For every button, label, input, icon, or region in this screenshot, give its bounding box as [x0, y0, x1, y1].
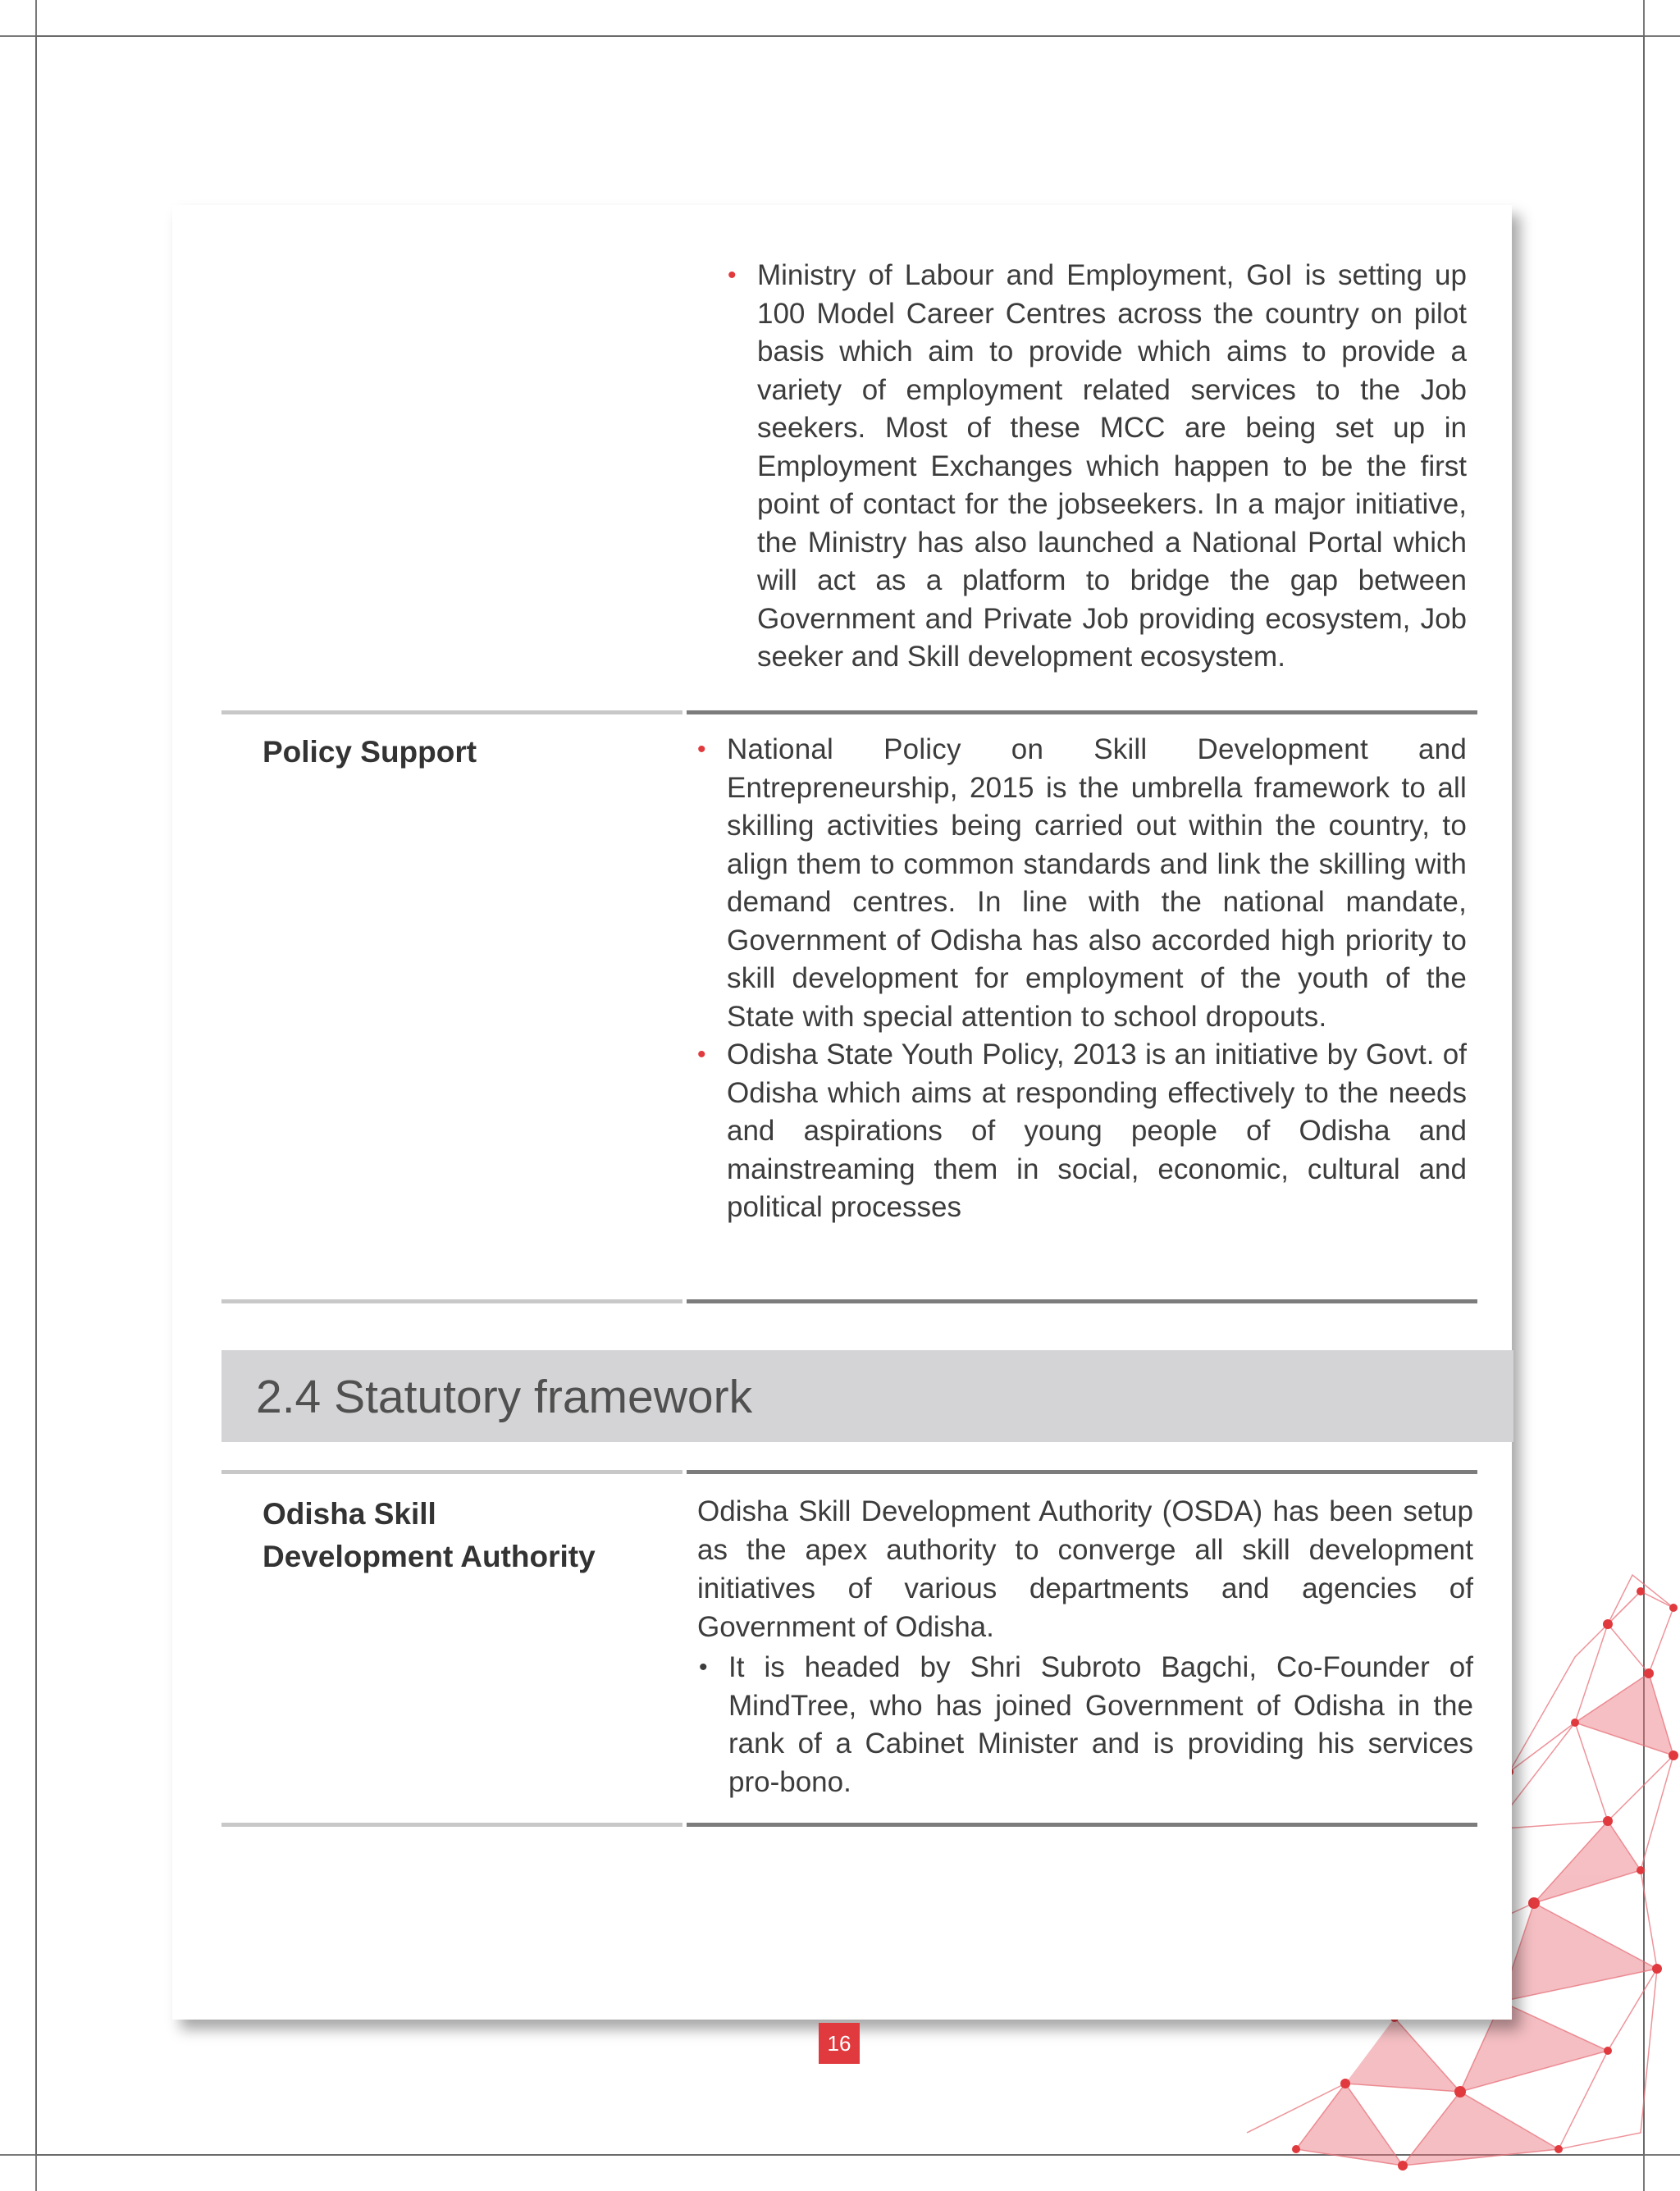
bullet-dot-icon: • [697, 1041, 706, 1068]
bullet-text: It is headed by Shri Subroto Bagchi, Co-Founder of MindTree, who has joined Government of Odisha in the rank of a Cabinet Minister and is providing his services pro-bono. [728, 1651, 1473, 1798]
bullet-text: Odisha State Youth Policy, 2013 is an initiative by Govt. of Odisha which aims at responding effectively to the needs and aspirations of young people of Odisha and mainstreaming them in social, economic, cultural and political processes [727, 1038, 1467, 1223]
osda-label-line1: Odisha Skill [262, 1497, 436, 1531]
crop-mark-tl-v [35, 0, 37, 35]
bullet-dot-icon: • [697, 736, 706, 763]
list-item [697, 1036, 1467, 1227]
crop-mark-bl-v [35, 2156, 37, 2191]
row-divider-left [221, 1470, 682, 1474]
list-item [728, 257, 1467, 677]
row-divider-left [221, 1823, 682, 1827]
top-bullet-list [728, 257, 1467, 677]
osda-intro: Odisha Skill Development Authority (OSDA) has been setup as the apex authority to converge all skill development initiatives of various departments and agencies of Government of Odisha. [697, 1495, 1473, 1643]
list-item [699, 1649, 1473, 1801]
crop-mark-tr-v [1643, 0, 1645, 35]
page-number: 16 [819, 2023, 860, 2064]
row-divider-right [687, 1299, 1477, 1303]
row-divider-left [221, 710, 682, 714]
osda-label [262, 1493, 596, 1578]
osda-bullets [699, 1649, 1473, 1801]
bullet-text: Ministry of Labour and Employment, GoI is setting up 100 Model Career Centres across the country on pilot basis which aim to provide which aims to provide a variety of employment related services to the Job seekers. Most of these MCC are being set up in Employment Exchanges which happen to be the first point of contact for the jobseekers. In a major initiative, the Ministry has also launched a National Portal which will act as a platform to bridge the gap between Government and Private Job providing ecosystem, Job seeker and Skill development ecosystem. [757, 259, 1467, 673]
section-header-band [221, 1350, 1513, 1442]
osda-label-line2: Development Authority [262, 1540, 596, 1573]
bullet-dot-icon: • [699, 1654, 708, 1681]
crop-mark-tl-h [0, 35, 35, 37]
policy-support-bullets [697, 731, 1467, 1227]
crop-mark-tr-h [1645, 35, 1680, 37]
section-title: 2.4 Statutory framework [256, 1371, 753, 1423]
row-divider-right [687, 1823, 1477, 1827]
row-divider-right [687, 710, 1477, 714]
crop-mark-bl-h [0, 2154, 35, 2156]
list-item [697, 731, 1467, 1036]
bullet-text: National Policy on Skill Development and Entrepreneurship, 2015 is the umbrella framework to all skilling activities being carried out within the country, to align them to common standards and link the skilling with demand centres. In line with the national mandate, Government of Odisha has also accorded high priority to skill development for employment of the youth of the State with special attention to school dropouts. [727, 733, 1467, 1033]
row-divider-left [221, 1299, 682, 1303]
row-divider-right [687, 1470, 1477, 1474]
policy-support-label: Policy Support [262, 735, 477, 769]
bullet-dot-icon: • [728, 262, 737, 289]
